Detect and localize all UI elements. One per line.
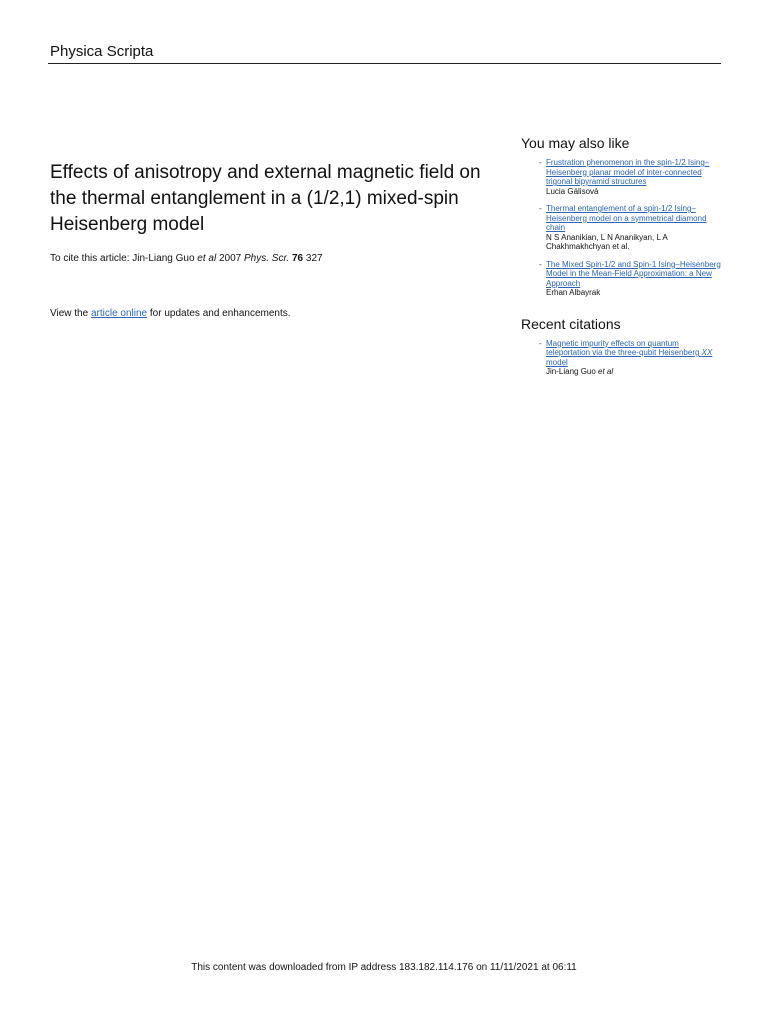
article-online-link[interactable]: article online — [90, 308, 148, 319]
cite-prefix: To cite this article: Jin-Liang Guo — [50, 253, 198, 264]
list-dash: - — [539, 338, 542, 348]
cite-year: 2007 — [216, 253, 245, 264]
view-online-line — [50, 307, 500, 320]
recent-title-prefix: Magnetic impurity effects on quantum teleportation via the three-qubit Heisenberg — [546, 338, 702, 357]
cite-journal: Phys. Scr. — [244, 253, 290, 264]
recent-title-italic: XX — [701, 348, 713, 357]
header-rule — [48, 63, 721, 64]
view-prefix: View the — [50, 308, 91, 319]
recent-citation-link[interactable] — [546, 339, 721, 368]
citation-line — [50, 252, 500, 265]
download-footer: This content was downloaded from IP address 183.182.114.176 on 11/11/2021 at 06:11 — [191, 962, 577, 973]
related-article-link[interactable]: Thermal entanglement of a spin-1/2 Ising–Heisenberg model on a symmetrical diamond chain — [546, 204, 707, 232]
cite-page: 327 — [303, 253, 323, 264]
related-article-link[interactable]: The Mixed Spin-1/2 and Spin-1 Ising–Heisenberg Model in the Mean-Field Approximation: a New Approach — [546, 259, 721, 288]
list-dash: - — [539, 158, 542, 167]
also-like-list — [521, 158, 721, 298]
list-dash: - — [539, 204, 542, 213]
list-item — [521, 204, 721, 252]
cite-volume: 76 — [292, 253, 304, 264]
recent-citations-title: Recent citations — [521, 315, 621, 332]
recent-authors-prefix: Jin-Liang Guo — [546, 367, 599, 376]
related-article-authors: Lucia Gálisová — [546, 186, 599, 196]
list-item — [521, 339, 721, 377]
journal-header: Physica Scripta — [50, 43, 154, 60]
recent-authors-italic: et al — [598, 367, 614, 376]
list-item — [521, 260, 721, 298]
recent-citations-list — [521, 339, 721, 377]
related-article-authors: Erhan Albayrak — [546, 288, 601, 297]
also-like-title: You may also like — [521, 135, 630, 151]
recent-citation-authors — [546, 367, 721, 377]
recent-title-suffix: model — [546, 357, 568, 367]
related-article-link[interactable]: Frustration phenomenon in the spin-1/2 Ising–Heisenberg planar model of inter-connected trigonal bipyramid structures — [546, 158, 710, 186]
recent-citations-section — [521, 316, 721, 377]
sidebar — [521, 135, 721, 385]
article-title: Effects of anisotropy and external magnetic field on the thermal entanglement in a (1/2,1) mixed-spin Heisenberg model — [50, 162, 481, 235]
list-dash: - — [539, 259, 542, 269]
list-item — [521, 158, 721, 196]
view-suffix: for updates and enhancements. — [147, 308, 291, 319]
article-main — [50, 160, 500, 320]
cite-etal: et al — [197, 253, 217, 264]
related-article-authors: N S Ananikian, L N Ananikyan, L A Chakhmakhchyan et al. — [546, 232, 668, 251]
